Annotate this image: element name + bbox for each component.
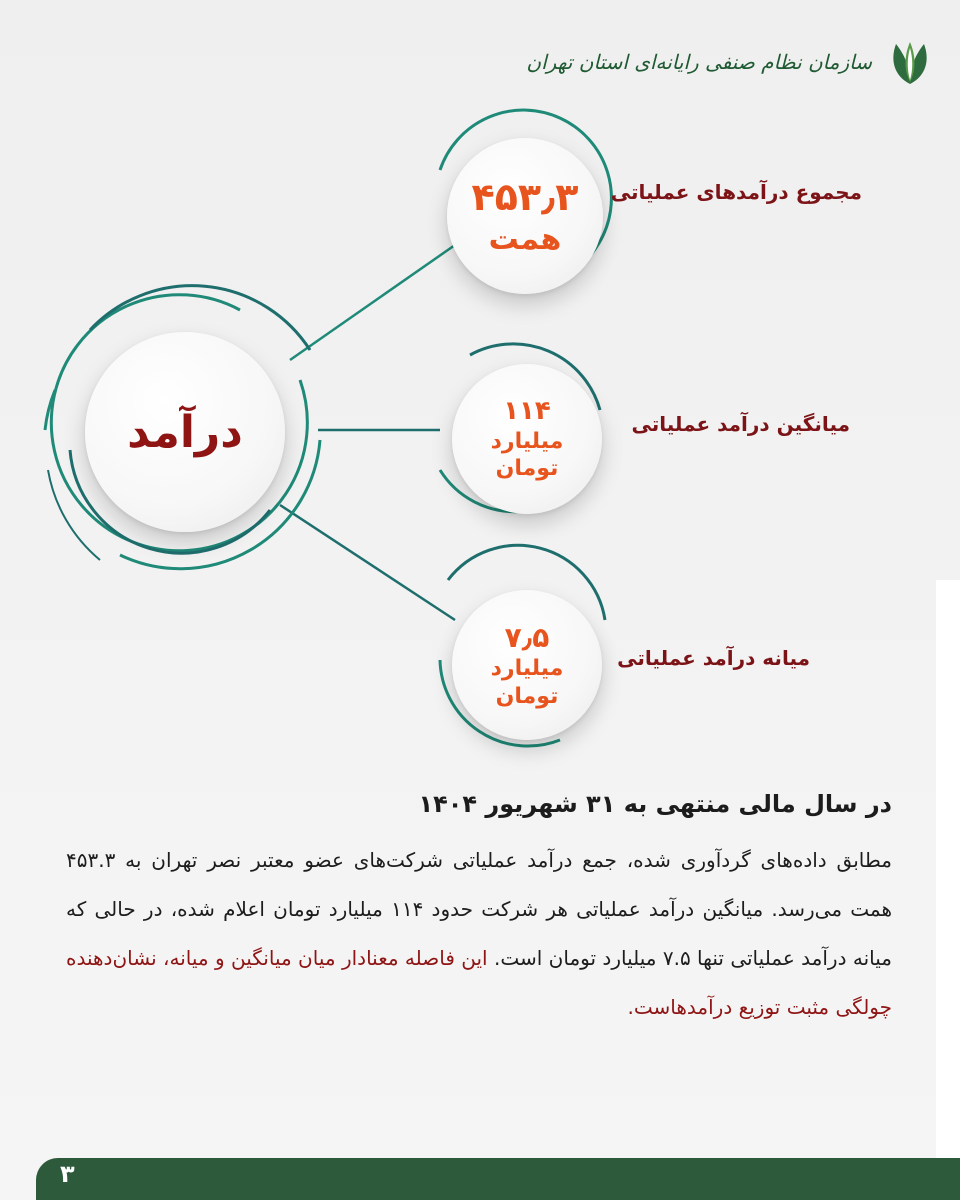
circle-total-revenue — [447, 138, 603, 294]
center-label: درآمد — [127, 406, 243, 458]
average-revenue-unit2: تومان — [495, 456, 559, 482]
total-revenue-value: ۴۵۳٫۳ — [471, 174, 579, 219]
average-revenue-unit: میلیارد — [490, 428, 564, 454]
median-revenue-value: ۷٫۵ — [504, 621, 550, 654]
paragraph-main: مطابق داده‌های گردآوری شده، جمع درآمد عملیاتی شرکت‌های عضو معتبر نصر تهران به ۴۵۳.۳ همت می‌رسد. میانگین درآمد عملیاتی هر شرکت حدود ۱۱۴ میلیارد تومان اعلام شده، در حالی که میانه درآمد عملیاتی تنها ۷.۵ میلیارد تومان است. — [66, 848, 893, 970]
average-revenue-value: ۱۱۴ — [503, 396, 551, 427]
footer-bar — [36, 1158, 960, 1200]
median-revenue-label: میانه درآمد عملیاتی — [617, 646, 810, 670]
description-paragraph — [66, 836, 892, 1032]
average-revenue-label: میانگین درآمد عملیاتی — [631, 412, 850, 436]
org-name: سازمان نظام صنفی رایانه‌ای استان تهران — [526, 50, 872, 74]
total-revenue-unit: همت — [488, 222, 562, 257]
total-revenue-label: مجموع درآمدهای عملیاتی — [610, 180, 862, 204]
circle-median-revenue — [452, 590, 602, 740]
paragraph-highlight: این فاصله معنادار میان میانگین و میانه، نشان‌دهنده چولگی مثبت توزیع درآمدهاست. — [66, 946, 892, 1019]
page-number: ۳ — [60, 1160, 75, 1188]
circle-average-revenue — [452, 364, 602, 514]
description-block — [66, 790, 892, 1032]
median-revenue-unit2: تومان — [495, 683, 559, 709]
center-circle — [85, 332, 285, 532]
subtitle: در سال مالی منتهی به ۳۱ شهریور ۱۴۰۴ — [418, 790, 892, 818]
median-revenue-unit: میلیارد — [490, 656, 564, 681]
